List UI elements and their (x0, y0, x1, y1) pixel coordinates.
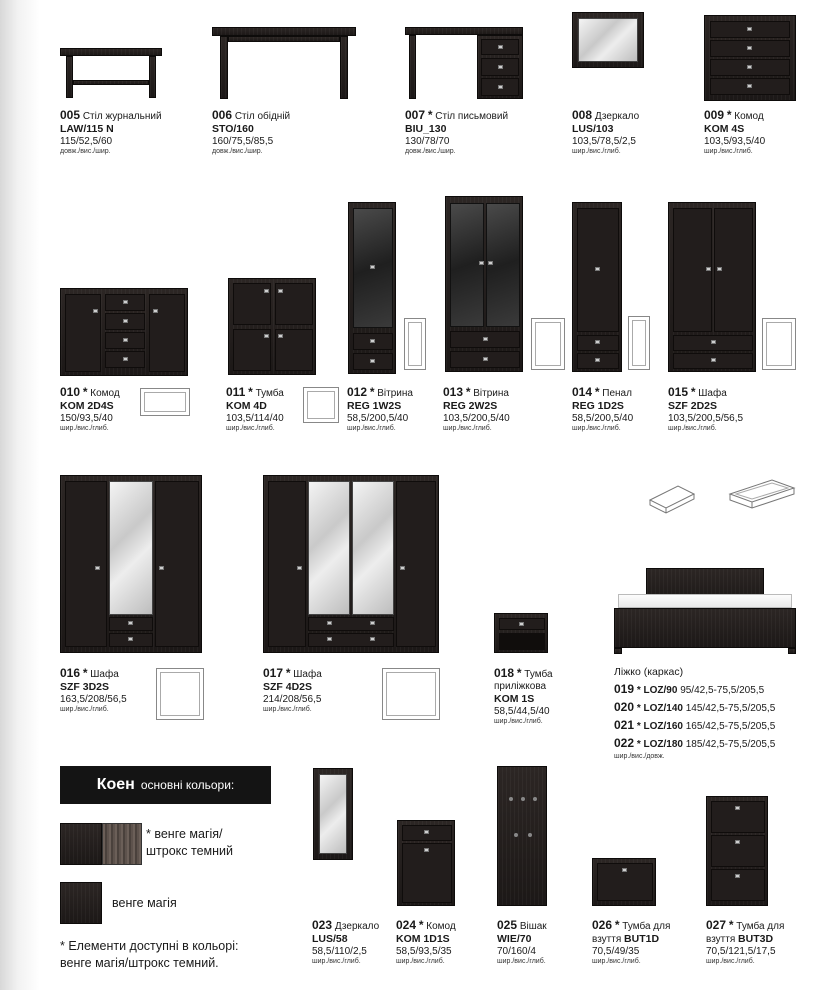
shoe-cabinet-3d-image (706, 796, 768, 906)
vitrine-2w2s-image (445, 196, 523, 372)
caption-016: 016 * Шафа SZF 3D2S 163,5/208/56,5 шир./вис./глиб. (60, 666, 127, 713)
caption-027: 027 * Тумба для взуття BUT3D 70,5/121,5/17,5 шир./вис./глиб. (706, 918, 785, 965)
footnote: * Елементи доступні в кольорі: венге магія/штрокс темний. (60, 939, 239, 970)
swatch-wenge (60, 882, 102, 924)
vitrine-2w2s-sketch (531, 318, 565, 370)
colors-banner (60, 766, 271, 804)
wardrobe-4d2s-image (263, 475, 439, 653)
chest-1d1s-image (397, 820, 455, 906)
caption-005: 005 Стіл журнальний LAW/115 N 115/52,5/60 довж./вис./шир. (60, 108, 162, 155)
mirror-image (572, 12, 644, 68)
wardrobe-2d2s-sketch (762, 318, 796, 370)
wardrobe-2d2s-image (668, 202, 756, 372)
caption-006: 006 Стіл обідній STO/160 160/75,5/85,5 довж./вис./шир. (212, 108, 291, 155)
banner-subtitle: основні кольори: (140, 778, 235, 792)
caption-009: 009 * Комод KOM 4S 103,5/93,5/40 шир./вис./глиб. (704, 108, 766, 155)
caption-011: 011 * Тумба KOM 4D 103,5/114/40 шир./вис./глиб. (226, 385, 284, 432)
wardrobe-3d2s-sketch (156, 668, 204, 720)
bed-caption: Ліжко (каркас) 019 * LOZ/90 95/42,5-75,5/205,5 020 * LOZ/140 145/42,5-75,5/205,5 021 * LOZ/160 165/42,5-75,5/205,5 022 * LOZ/180 185/42,5-75,5/205,5 шир./вис./довж. (614, 666, 776, 760)
caption-010: 010 * Комод KOM 2D4S 150/93,5/40 шир./вис./глиб. (60, 385, 120, 432)
cabinet-4d-sketch (303, 387, 339, 423)
caption-024: 024 * Комод KOM 1D1S 58,5/93,5/35 шир./вис./глиб. (396, 918, 456, 965)
caption-017: 017 * Шафа SZF 4D2S 214/208/56,5 шир./вис./глиб. (263, 666, 322, 713)
pencil-case-1d2s-sketch (628, 316, 650, 370)
dining-table-image (212, 27, 356, 99)
mirror-lus58-image (313, 768, 353, 860)
swatch2-label: венге магія (112, 896, 177, 910)
hanger-image (497, 766, 547, 906)
shoe-cabinet-1d-image (592, 858, 656, 906)
vitrine-1w2s-sketch (404, 318, 426, 370)
bed-image (614, 568, 796, 654)
coffee-table-image (60, 48, 162, 98)
vitrine-1w2s-image (348, 202, 396, 374)
cabinet-4d-image (228, 278, 316, 375)
caption-014: 014 * Пенал REG 1D2S 58,5/200,5/40 шир./вис./глиб. (572, 385, 634, 432)
chest-2d4s-image (60, 288, 188, 376)
wardrobe-4d2s-sketch (382, 668, 440, 720)
caption-012: 012 * Вітрина REG 1W2S 58,5/200,5/40 шир./вис./глиб. (347, 385, 413, 432)
caption-013: 013 * Вітрина REG 2W2S 103,5/200,5/40 шир./вис./глиб. (443, 385, 510, 432)
pencil-case-1d2s-image (572, 202, 622, 372)
caption-018: 018 * Тумба приліжкова KOM 1S 58,5/44,5/40 шир./вис./глиб. (494, 666, 553, 725)
brand-name: Коен (96, 776, 135, 793)
caption-023: 023 Дзеркало LUS/58 58,5/110/2,5 шир./вис./глиб. (312, 918, 380, 965)
swatch1-label: * венге магія/ штрокс темний (146, 827, 233, 858)
bed-frame-sketch-2 (728, 476, 796, 510)
chest-2d4s-sketch (140, 388, 190, 416)
desk-image (405, 27, 523, 99)
bed-frame-sketch-1 (648, 478, 696, 514)
swatch-wenge-stroks-right (102, 823, 142, 865)
caption-026: 026 * Тумба для взуття BUT1D 70,5/49/35 шир./вис./глиб. (592, 918, 671, 965)
caption-015: 015 * Шафа SZF 2D2S 103,5/200,5/56,5 шир./вис./глиб. (668, 385, 744, 432)
chest-4s-image (704, 15, 796, 101)
nightstand-1s-image (494, 613, 548, 653)
caption-007: 007 * Стіл письмовий BIU_130 130/78/70 довж./вис./шир. (405, 108, 509, 155)
caption-008: 008 Дзеркало LUS/103 103,5/78,5/2,5 шир./вис./глиб. (572, 108, 640, 155)
swatch-wenge-stroks-left (60, 823, 102, 865)
caption-025: 025 Вішак WIE/70 70/160/4 шир./вис./глиб. (497, 918, 547, 965)
wardrobe-3d2s-image (60, 475, 202, 653)
